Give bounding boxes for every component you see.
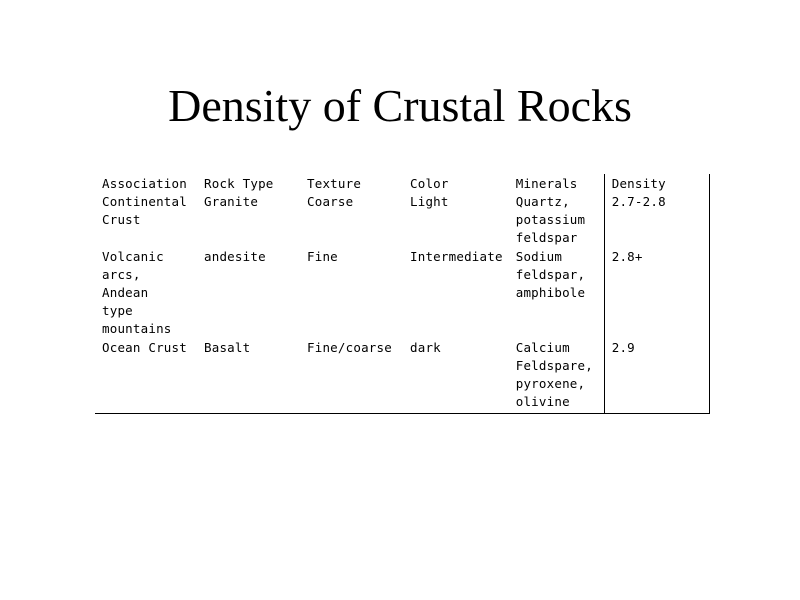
texture-cell: Fine/coarse (300, 338, 403, 414)
minerals-cell: Sodium feldspar, amphibole (515, 249, 586, 300)
color-cell: Intermediate (410, 249, 503, 264)
density-cell: Density 2.7-2.8 (604, 174, 709, 247)
table-row (95, 338, 709, 414)
table-row (95, 174, 709, 247)
rock-type-cell: Rock Type Granite (204, 176, 274, 209)
color-cell: dark (403, 338, 509, 414)
minerals-cell: Minerals Quartz, potassium feldspar (515, 176, 586, 245)
rock-density-table (95, 174, 710, 414)
table-row (95, 247, 709, 338)
color-cell: Color Light (410, 176, 449, 209)
density-cell: 2.8+ (604, 247, 709, 338)
association-cell: Volcanic arcs, Andean type mountains (102, 249, 172, 336)
density-cell: 2.9 (604, 338, 709, 414)
rock-type-cell: andesite (204, 249, 266, 264)
association-cell: Ocean Crust (95, 338, 197, 414)
association-cell: Association Continental Crust (102, 176, 187, 227)
texture-cell: Texture Coarse (307, 176, 362, 209)
slide-title: Density of Crustal Rocks (168, 80, 632, 131)
minerals-cell: Calcium Feldspare, pyroxene, olivine (509, 338, 605, 414)
texture-cell: Fine (307, 249, 338, 264)
rock-type-cell: Basalt (197, 338, 300, 414)
